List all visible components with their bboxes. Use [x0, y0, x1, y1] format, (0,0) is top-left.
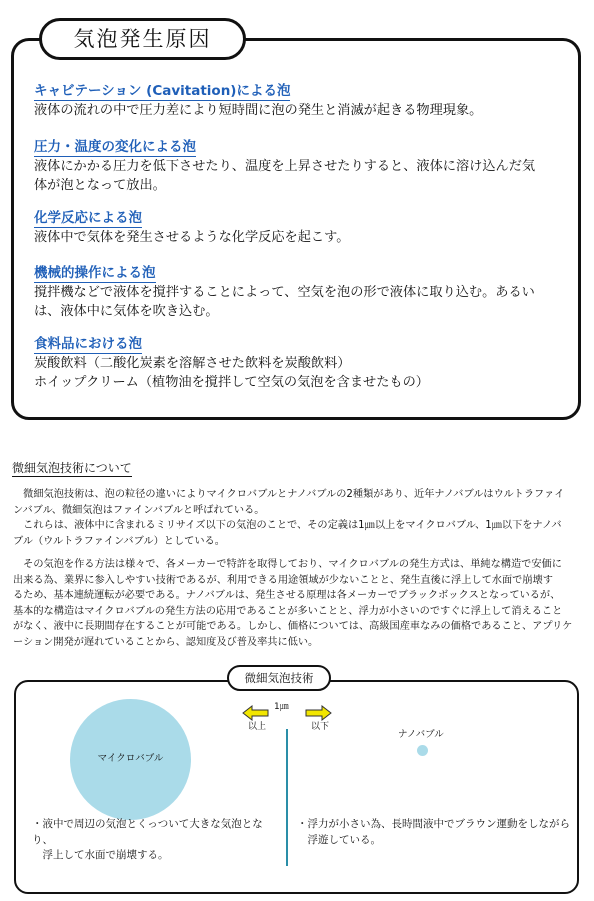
para-line: ンバブル、微細気泡はファインバブルと呼ばれている。: [13, 504, 265, 516]
section-line: 液体中で気体を発生させるような化学反応を起こす。: [34, 230, 350, 245]
below-label: 以下: [311, 722, 330, 732]
micrometer-label: 1㎛: [274, 702, 289, 712]
section-cavitation: [34, 80, 574, 120]
nanobubble-circle: [417, 745, 428, 756]
note-line: 浮上して水面で崩壊する。: [32, 849, 169, 861]
causes-title: 気泡発生原因: [39, 18, 246, 60]
section-line: 撹拌機などで液体を撹拌することによって、空気を泡の形で液体に取り込む。あるい: [34, 285, 535, 300]
above-label: 以上: [248, 722, 267, 732]
section-line: 液体にかかる圧力を低下させたり、温度を上昇させたりすると、液体に溶け込んだ気: [34, 159, 536, 174]
section-chemical: [34, 207, 574, 247]
section-line: 体が泡となって放出。: [34, 178, 166, 193]
section-line: 液体の流れの中で圧力差により短時間に泡の発生と消滅が起きる物理現象。: [34, 103, 483, 118]
section-food: [34, 333, 574, 392]
note-line: ・浮力が小さい為、長時間液中でブラウン運動をしながら: [297, 818, 570, 830]
divider-line: [286, 729, 288, 866]
section-heading: 化学反応による泡: [34, 210, 142, 226]
section-line: 炭酸飲料（二酸化炭素を溶解させた飲料を炭酸飲料）: [34, 356, 351, 371]
nanobubble-label: ナノバブル: [398, 729, 444, 740]
section-line: ホイップクリーム（植物油を撹拌して空気の気泡を含ませたもの）: [34, 375, 429, 390]
section-heading: 食料品における泡: [34, 336, 142, 352]
section-heading: キャビテーション (Cavitation)による泡: [34, 83, 291, 99]
microbubble-note: [32, 817, 282, 864]
tech-paragraph-2: [13, 557, 583, 650]
para-line: これらは、液体中に含まれるミリサイズ以下の気泡のことで、その定義は1㎛以上をマイクロバブル、1㎛以下をナノバ: [13, 520, 562, 531]
tech-paragraph-1: [13, 487, 583, 549]
section-heading: 機械的操作による泡: [34, 265, 156, 281]
section-mechanical: [34, 262, 574, 321]
para-line: 出来る為、業界に参入しやすい技術であるが、利用できる用途領域が少ないことと、発生直後に浮上して水面で崩壊す: [13, 574, 553, 586]
para-line: るため、基本連続運転が必要である。ナノバブルは、発生させる原理は各メーカーでブラックボックスとなっているが、: [13, 590, 561, 601]
nanobubble-note: [297, 817, 577, 848]
bubble-tech-title: 微細気泡技術: [227, 665, 331, 691]
microbubble-label: マイクロバブル: [97, 753, 164, 764]
note-line: ・液中で周辺の気泡とくっついて大きな気泡となり、: [32, 818, 263, 846]
section-line: は、液体中に気体を吹き込む。: [34, 304, 219, 319]
section-pressure-temperature: [34, 136, 574, 195]
para-line: その気泡を作る方法は様々で、各メーカーで特許を取得しており、マイクロバブルの発生方式は、単純な構造で安価に: [13, 559, 562, 570]
para-line: ブル（ウルトラファインバブル）としている。: [13, 535, 225, 547]
para-line: がなく、液中に長期間存在することが可能である。しかし、価格については、高級国産車なみの価格であること、アプリケ: [13, 621, 573, 632]
para-line: 微細気泡技術は、泡の粒径の違いによりマイクロバブルとナノバブルの2種類があり、近年ナノバブルはウルトラファイ: [13, 489, 565, 500]
tech-heading: 微細気泡技術について: [12, 461, 132, 475]
para-line: 基本的な構造はマイクロバブルの発生方法の応用であることが多いことと、浮力が小さいのですぐに浮上して消えること: [13, 605, 563, 617]
note-line: 浮遊している。: [297, 833, 381, 846]
para-line: ーション開発が遅れていることから、認知度及び普及率共に低い。: [13, 636, 319, 648]
section-heading: 圧力・温度の変化による泡: [34, 139, 196, 155]
